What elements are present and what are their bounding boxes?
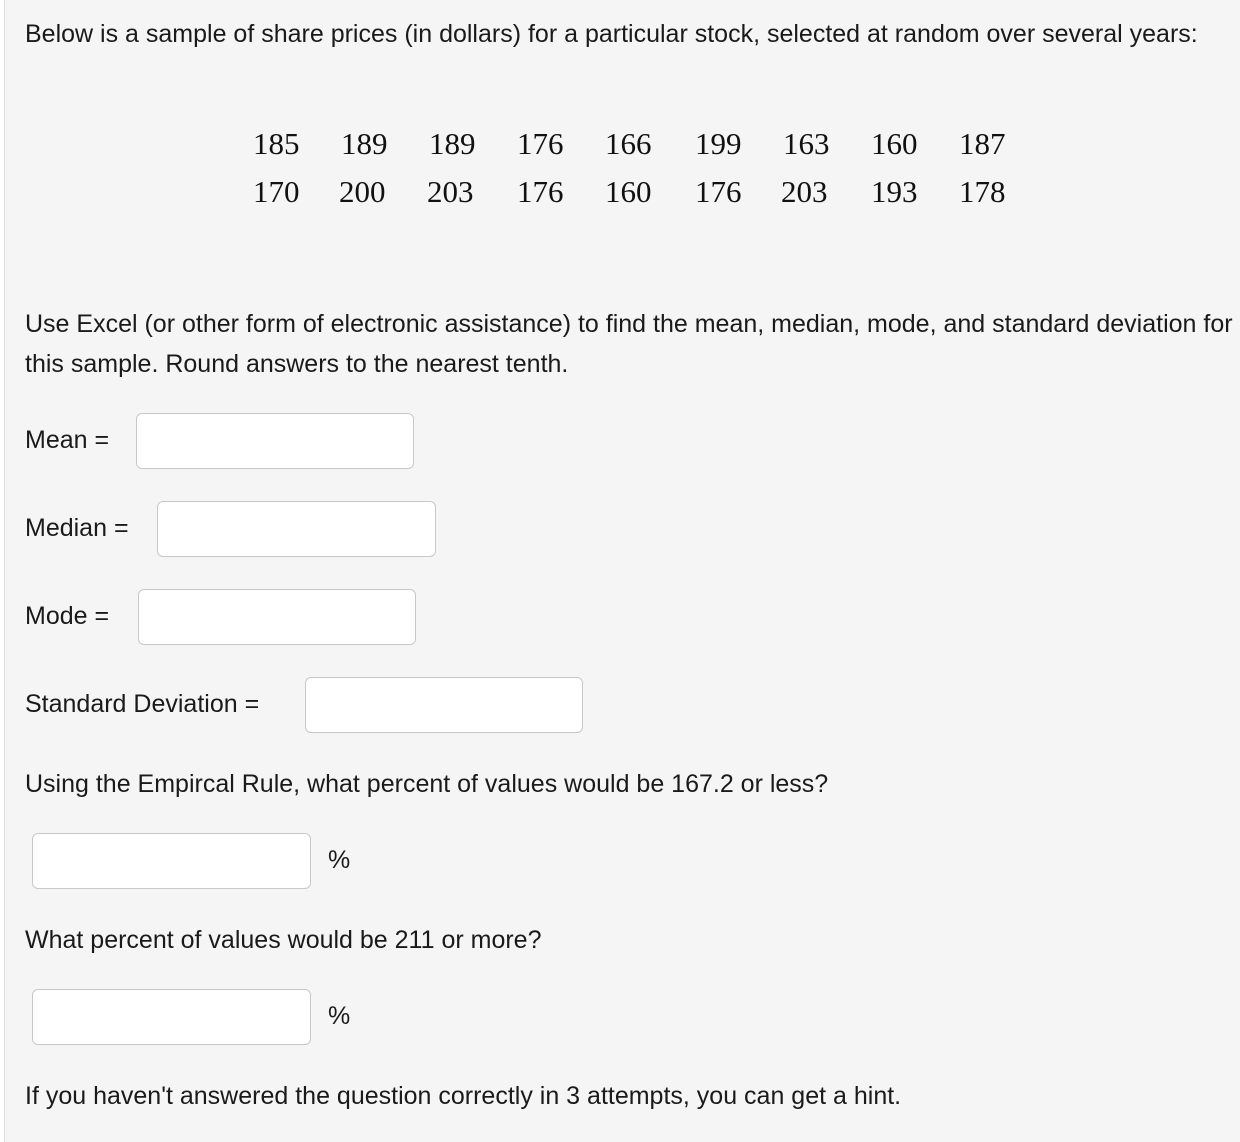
median-input-box <box>157 501 436 557</box>
sd-input-box <box>305 677 583 733</box>
q2-percent-unit: % <box>328 1002 351 1030</box>
data-cell: 163 <box>783 126 830 161</box>
median-label: Median = <box>25 514 129 542</box>
data-cell: 185 <box>253 126 300 161</box>
q1-percent-unit: % <box>328 846 351 874</box>
data-cell: 160 <box>871 126 918 161</box>
data-cell: 187 <box>959 126 1006 161</box>
mean-input[interactable] <box>137 414 413 468</box>
q1-input-box <box>32 833 311 889</box>
data-cell: 176 <box>517 126 564 161</box>
data-cell: 170 <box>253 174 300 209</box>
data-cell: 193 <box>871 174 918 209</box>
mode-input[interactable] <box>139 590 415 644</box>
data-cell: 203 <box>781 174 828 209</box>
instructions-text: Use Excel (or other form of electronic assistance) to find the mean, median, mode, and standard deviation for this sample. Round answers to the nearest tenth. <box>25 310 1233 378</box>
data-cell: 189 <box>429 126 476 161</box>
mode-input-box <box>138 589 416 645</box>
data-cell: 178 <box>959 174 1006 209</box>
median-input[interactable] <box>158 502 435 556</box>
q2-input[interactable] <box>33 990 310 1044</box>
hint-text: If you haven't answered the question correctly in 3 attempts, you can get a hint. <box>25 1082 902 1110</box>
sd-input[interactable] <box>306 678 582 732</box>
data-cell: 160 <box>605 174 652 209</box>
mode-label: Mode = <box>25 602 110 630</box>
data-cell: 176 <box>695 174 742 209</box>
question-2-text: What percent of values would be 211 or more? <box>25 926 542 954</box>
sd-label: Standard Deviation = <box>25 690 260 718</box>
question-panel <box>4 0 1240 1142</box>
data-cell: 176 <box>517 174 564 209</box>
data-cell: 199 <box>695 126 742 161</box>
data-cell: 200 <box>339 174 386 209</box>
q1-input[interactable] <box>33 834 310 888</box>
data-cell: 189 <box>341 126 388 161</box>
question-1-text: Using the Empircal Rule, what percent of values would be 167.2 or less? <box>25 770 829 798</box>
intro-text: Below is a sample of share prices (in dollars) for a particular stock, selected at random over several years: <box>25 20 1198 48</box>
q2-input-box <box>32 989 311 1045</box>
mean-input-box <box>136 413 414 469</box>
mean-label: Mean = <box>25 426 110 454</box>
data-cell: 203 <box>427 174 474 209</box>
data-cell: 166 <box>605 126 652 161</box>
